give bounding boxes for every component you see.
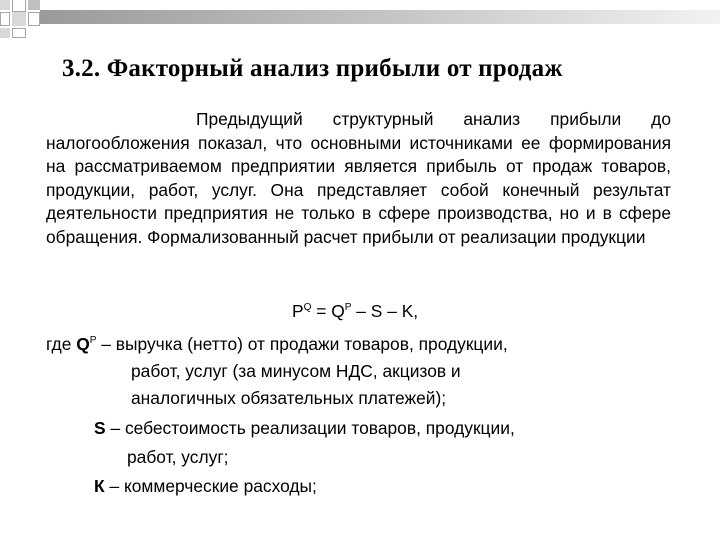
definition-k (94, 476, 317, 497)
definition-s-continuation: работ, услуг; (127, 447, 229, 467)
definition-qp (46, 334, 508, 355)
decor-square (28, 12, 40, 26)
decor-square (12, 28, 26, 38)
formula-q: Q (331, 301, 345, 321)
decor-square (12, 0, 26, 12)
formula-p-sup: Q (303, 302, 312, 313)
formula-p: P (292, 301, 304, 321)
s-symbol: S (94, 418, 106, 438)
header-gradient-bar (40, 10, 720, 24)
formula-equals: = (311, 301, 332, 321)
decor-square (0, 28, 10, 38)
formula-rest: – S – K, (351, 301, 419, 321)
profit-formula (292, 301, 418, 322)
s-text: – себестоимость реализации товаров, продукции, (105, 418, 515, 438)
definition-qp-continuation-1: работ, услуг (за минусом НДС, акцизов и (131, 361, 461, 381)
qp-text: – выручка (нетто) от продажи товаров, продукции, (96, 334, 508, 354)
slide-decoration (0, 0, 720, 40)
decor-square (0, 0, 10, 10)
definition-qp-continuation-2: аналогичных обязательных платежей); (131, 388, 447, 408)
k-symbol: К (94, 476, 105, 496)
decor-square (12, 12, 26, 26)
decor-square (0, 12, 10, 26)
definition-prefix: где (46, 334, 77, 354)
decor-square (28, 0, 40, 10)
body-paragraph: Предыдущий структурный анализ прибыли до налогообложения показал, что основными источниками ее формирования на рассматриваемом предприятии является прибыль от продаж товаров, продукции, работ, услуг. Она представляет собой конечный результат деятельности предприятия не только в сфере производства, но и в сфере обращения. Формализованный расчет прибыли от реализации продукции (46, 109, 671, 247)
slide-title: 3.2. Факторный анализ прибыли от продаж (62, 55, 563, 82)
definition-s (94, 418, 515, 439)
qp-symbol: Q (76, 334, 90, 354)
formula-q-sup: P (344, 302, 352, 313)
k-text: – коммерческие расходы; (104, 476, 317, 496)
qp-symbol-sup: P (89, 335, 97, 346)
